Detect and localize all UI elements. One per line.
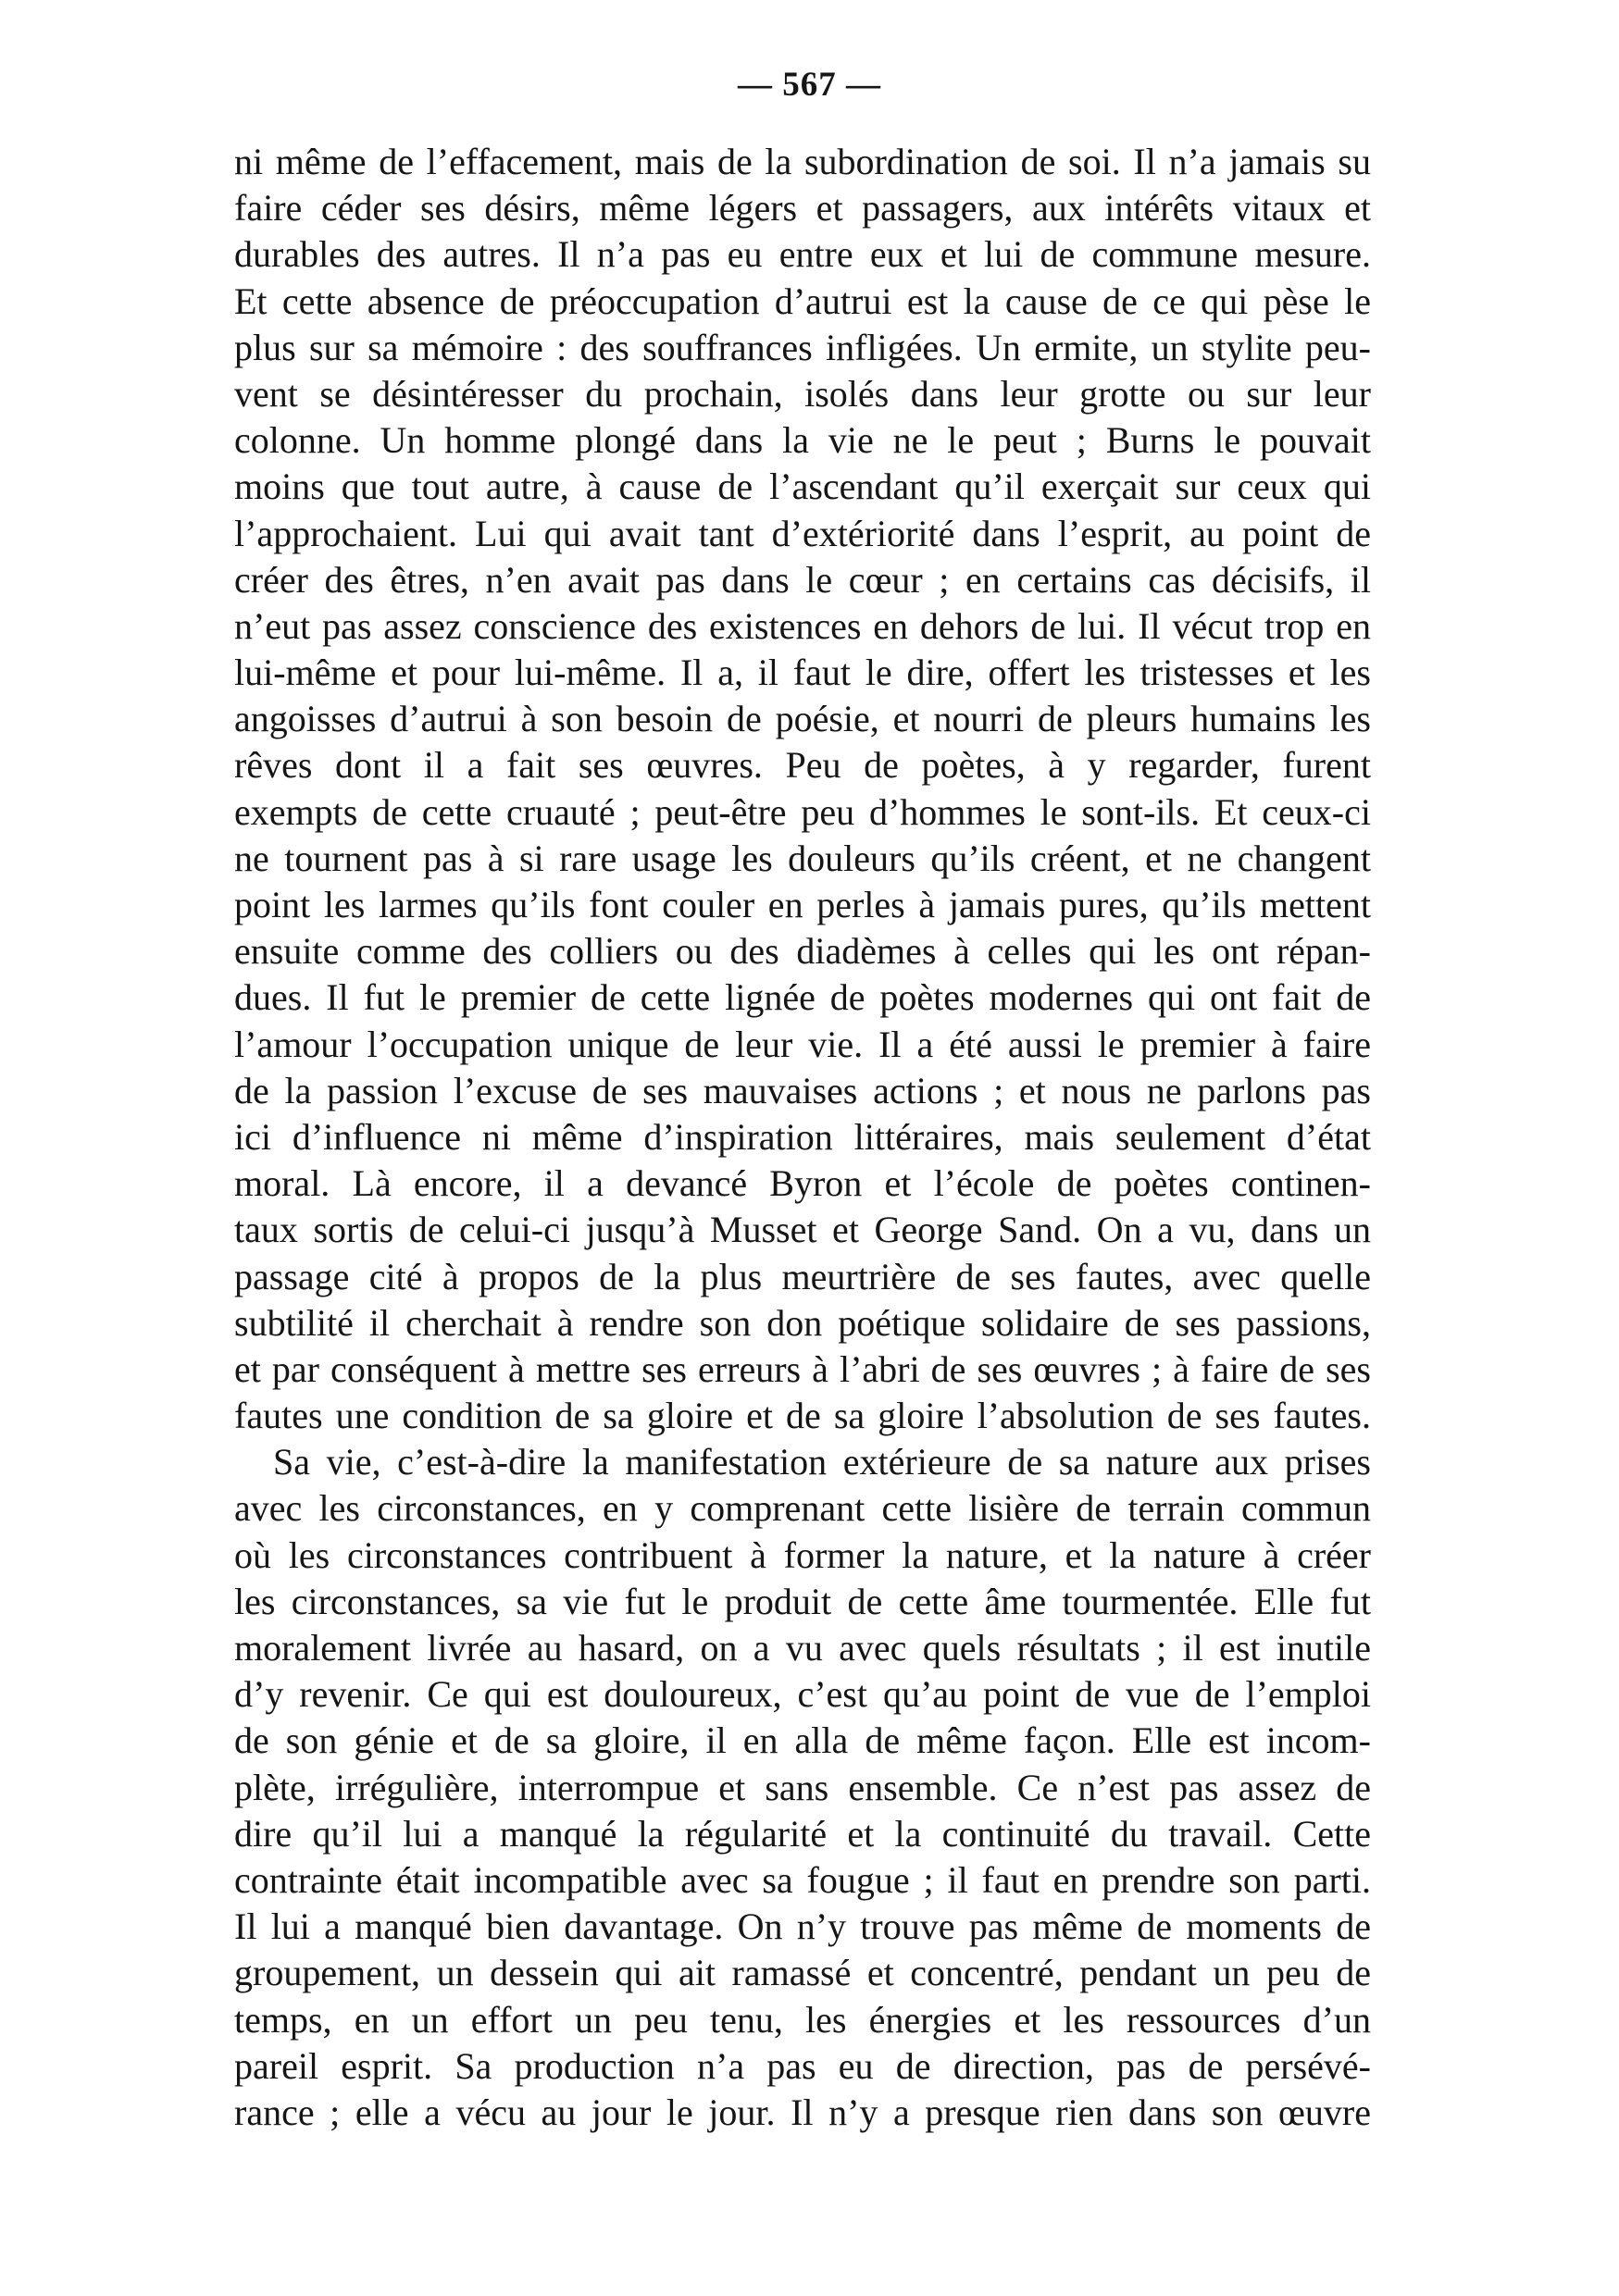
text-line: ni même de l’effacement, mais de la subordination de soi. Il n’a jamais su (234, 141, 1371, 182)
text-line: où les circonstances contribuent à former la nature, et la nature à créer (234, 1533, 1371, 1576)
text-line: ici d’influence ni même d’inspiration littéraires, mais seulement d’état (234, 1115, 1371, 1158)
text-line: lui-même et pour lui-même. Il a, il faut le dire, offert les tristesses et les (234, 652, 1371, 694)
text-line: l’approchaient. Lui qui avait tant d’extériorité dans l’esprit, au point de (234, 512, 1371, 554)
text-line: temps, en un effort un peu tenu, les énergies et les ressources d’un (234, 1998, 1371, 2041)
text-line: ensuite comme des colliers ou des diadèmes à celles qui les ont répan- (234, 930, 1371, 973)
text-line: subtilité il cherchait à rendre son don poétique solidaire de ses passions, (234, 1301, 1371, 1344)
body-text (234, 139, 1371, 2136)
text-line: rance ; elle a vécu au jour le jour. Il n’y a presque rien dans son œuvre (234, 2091, 1371, 2133)
text-line: fautes une condition de sa gloire et de sa gloire l’absolution de ses fautes. (234, 1395, 1371, 1437)
paragraph-1 (234, 139, 1371, 1439)
text-line: créer des êtres, n’en avait pas dans le cœur ; en certains cas décisifs, il (234, 558, 1371, 601)
text-line: de son génie et de sa gloire, il en alla de même façon. Elle est incom- (234, 1719, 1371, 1762)
text-line: Il lui a manqué bien davantage. On n’y trouve pas même de moments de (234, 1905, 1371, 1948)
text-line: et par conséquent à mettre ses erreurs à l’abri de ses œuvres ; à faire de ses (234, 1347, 1371, 1390)
text-line: pareil esprit. Sa production n’a pas eu de direction, pas de persévé- (234, 2044, 1371, 2087)
text-line: dire qu’il lui a manqué la régularité et la continuité du travail. Cette (234, 1812, 1371, 1855)
text-line: moral. Là encore, il a devancé Byron et l’école de poètes continen- (234, 1162, 1371, 1205)
text-line: vent se désintéresser du prochain, isolés dans leur grotte ou sur leur (234, 372, 1371, 415)
text-line: Et cette absence de préoccupation d’autrui est la cause de ce qui pèse le (234, 279, 1371, 322)
text-line: moralement livrée au hasard, on a vu avec quels résultats ; il est inutile (234, 1627, 1371, 1669)
text-line: ne tournent pas à si rare usage les douleurs qu’ils créent, et ne changent (234, 837, 1371, 879)
text-line: plus sur sa mémoire : des souffrances infligées. Un ermite, un stylite peu- (234, 326, 1371, 368)
text-line: colonne. Un homme plongé dans la vie ne le peut ; Burns le pouvait (234, 419, 1371, 462)
text-line: moins que tout autre, à cause de l’ascendant qu’il exerçait sur ceux qui (234, 465, 1371, 508)
text-line: l’amour l’occupation unique de leur vie. Il a été aussi le premier à faire (234, 1023, 1371, 1065)
text-line: rêves dont il a fait ses œuvres. Peu de poètes, à y regarder, furent (234, 744, 1371, 787)
text-line: exempts de cette cruauté ; peut-être peu d’hommes le sont-ils. Et ceux-ci (234, 790, 1371, 833)
text-line: durables des autres. Il n’a pas eu entre eux et lui de commune mesure. (234, 233, 1371, 276)
paragraph-2 (234, 1439, 1371, 2136)
text-line: taux sortis de celui-ci jusqu’à Musset et George Sand. On a vu, dans un (234, 1209, 1371, 1251)
text-line: les circonstances, sa vie fut le produit de cette âme tourmentée. Elle fut (234, 1580, 1371, 1622)
text-line: Sa vie, c’est-à-dire la manifestation extérieure de sa nature aux prises (273, 1441, 1371, 1483)
text-line: point les larmes qu’ils font couler en perles à jamais pures, qu’ils mettent (234, 884, 1371, 925)
text-line: plète, irrégulière, interrompue et sans ensemble. Ce n’est pas assez de (234, 1766, 1371, 1808)
text-line: dues. Il fut le premier de cette lignée de poètes modernes qui ont fait de (234, 976, 1371, 1019)
text-line: avec les circonstances, en y comprenant cette lisière de terrain commun (234, 1487, 1371, 1530)
page-number: — 567 — (738, 66, 881, 104)
text-line: faire céder ses désirs, même légers et passagers, aux intérêts vitaux et (234, 187, 1371, 230)
text-line: de la passion l’excuse de ses mauvaises actions ; et nous ne parlons pas (234, 1069, 1371, 1111)
text-line: d’y revenir. Ce qui est douloureux, c’est qu’au point de vue de l’emploi (234, 1673, 1371, 1716)
text-line: angoisses d’autrui à son besoin de poésie, et nourri de pleurs humains les (234, 698, 1371, 740)
text-line: n’eut pas assez conscience des existences en dehors de lui. Il vécut trop en (234, 604, 1371, 647)
text-line: contrainte était incompatible avec sa fougue ; il faut en prendre son parti. (234, 1858, 1371, 1901)
text-line: groupement, un dessein qui ait ramassé et concentré, pendant un peu de (234, 1952, 1371, 1994)
text-line: passage cité à propos de la plus meurtrière de ses fautes, avec quelle (234, 1255, 1371, 1297)
